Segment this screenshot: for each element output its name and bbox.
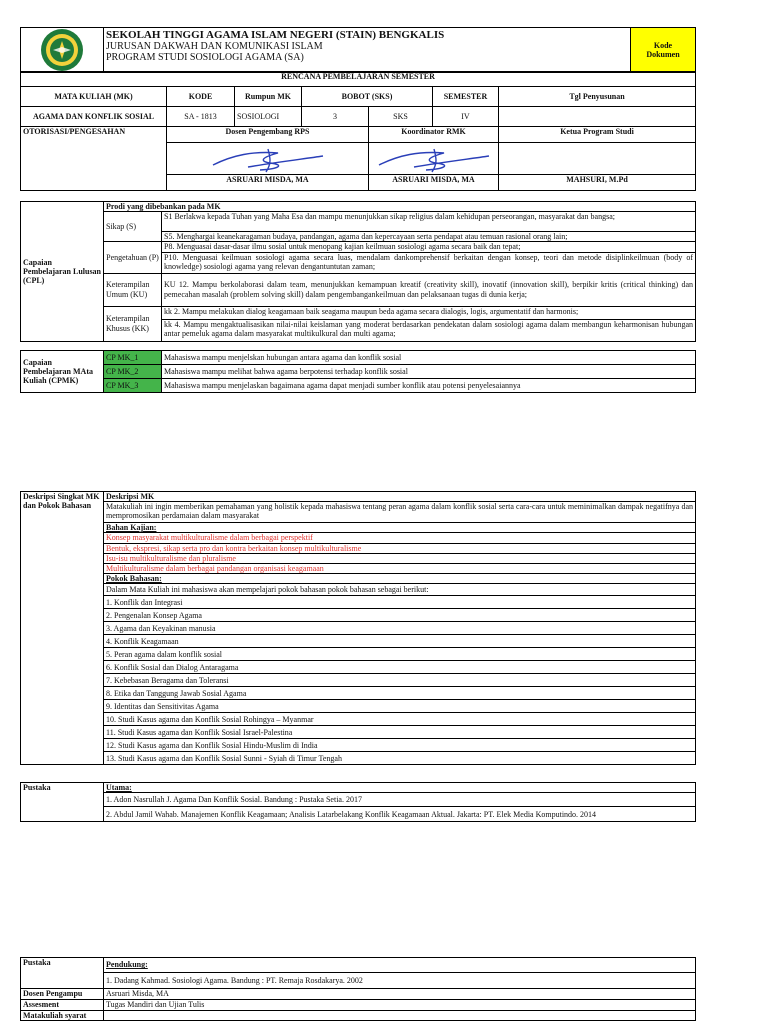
pokok-item: 12. Studi Kasus agama dan Konflik Sosial Hindu-Muslim di India <box>104 739 696 752</box>
kk-label: Keterampilan Khusus (KK) <box>104 306 162 341</box>
course-sks: SKS <box>369 107 433 127</box>
pokok-item: 7. Kebebasan Beragama dan Toleransi <box>104 674 696 687</box>
assesment-label: Assesment <box>21 1000 104 1011</box>
col-kode: KODE <box>167 87 235 107</box>
department-name: JURUSAN DAKWAH DAN KOMUNIKASI ISLAM <box>106 41 323 53</box>
ku-item: KU 12. Mampu berkolaborasi dalam team, menunjukkan kemampuan kreatif (creativity skill), inovatif (innovation skill), berpikir kritis (critical thinking) dan pemecahan masalah (problem solving skill) dalam pengembangankeilmuan dan pelaksanaan tugas di dunia kerja; <box>162 273 696 306</box>
koordinator-name: ASRUARI MISDA, MA <box>369 175 499 191</box>
pokok-item: 10. Studi Kasus agama dan Konflik Sosial Rohingya – Myanmar <box>104 713 696 726</box>
deskripsi-mk-heading: Deskripsi MK <box>104 492 696 502</box>
pustaka2-label: Pustaka <box>21 958 104 989</box>
program-name: PROGRAM STUDI SOSIOLOGI AGAMA (SA) <box>106 52 304 64</box>
bahan-heading: Bahan Kajian: <box>104 523 696 533</box>
prodi-label: Prodi yang dibebankan pada MK <box>104 202 696 212</box>
rps-identity <box>20 71 695 191</box>
cpmk-text: Mahasiswa mampu menjelaskan bagaimana agama dapat menjadi sumber konflik atau potensi penyelesaiannya <box>162 379 696 393</box>
institution-name: SEKOLAH TINGGI AGAMA ISLAM NEGERI (STAIN) BENGKALIS <box>106 29 445 41</box>
dosen-name: ASRUARI MISDA, MA <box>167 175 369 191</box>
pustaka-pendukung-item: 1. Dadang Kahmad. Sosiologi Agama. Bandung : PT. Remaja Rosdakarya. 2002 <box>104 973 696 989</box>
cpl-section <box>20 201 695 342</box>
dosen-signature-cell <box>167 143 369 175</box>
cpmk-code: CP MK_3 <box>104 379 162 393</box>
kaprodi-name: MAHSURI, M.Pd <box>499 175 696 191</box>
kaprodi-signature-cell <box>499 143 696 175</box>
stain-logo-icon <box>40 28 84 72</box>
bahan-item: Isu-isu multikulturalisme dan pluralisme <box>104 553 696 563</box>
cpl-label: Capaian Pembelajaran Lulusan (CPL) <box>21 202 104 342</box>
signature-icon <box>374 145 494 173</box>
kk-item: kk 2. Mampu melakukan dialog keagamaan baik seagama maupun beda agama secara dialogis, logis, argumentatif dan harmonis; <box>162 306 696 319</box>
dosen-pengembang-label: Dosen Pengembang RPS <box>167 127 369 143</box>
deskripsi-mk-text: Matakuliah ini ingin memberikan pemahaman yang holistik kepada mahasiswa tentang peran agama dalam konflik sosial serta cara-cara untuk meminimalkan dampak negatifnya dan mempromosikan perdamaian dalam masyarakat <box>104 502 696 523</box>
pokok-item: 5. Peran agama dalam konflik sosial <box>104 648 696 661</box>
document-header <box>20 27 695 73</box>
deskripsi-section <box>20 491 695 765</box>
course-semester: IV <box>433 107 499 127</box>
pengetahuan-label: Pengetahuan (P) <box>104 242 162 273</box>
assesment-value: Tugas Mandiri dan Ujian Tulis <box>104 1000 696 1011</box>
pengetahuan-item: P8. Menguasai dasar-dasar ilmu sosial untuk menopang kajian keilmuan sosiologi agama secara baik dan tepat; <box>162 242 696 252</box>
cpmk-text: Mahasiswa mampu menjelskan hubungan antara agama dan konflik sosial <box>162 351 696 365</box>
pustaka-utama-item: 1. Adon Nasrullah J. Agama Dan Konflik Sosial. Bandung : Pustaka Setia. 2017 <box>104 793 696 807</box>
prasyarat-label: Matakuliah syarat <box>21 1011 104 1021</box>
pokok-item: 3. Agama dan Keyakinan manusia <box>104 622 696 635</box>
rps-title: RENCANA PEMBELAJARAN SEMESTER <box>21 72 696 87</box>
pokok-item: 4. Konflik Keagamaan <box>104 635 696 648</box>
kk-item: kk 4. Mampu mengaktualisasikan nilai-nilai keislaman yang moderat berdasarkan pendekatan dalam sosiologi agama dalam membangun keharmonisan hubungan antar pemeluk agama dalam masyarakat multikulkural dan multi agama; <box>162 319 696 341</box>
course-rumpun: SOSIOLOGI <box>235 107 302 127</box>
col-semester: SEMESTER <box>433 87 499 107</box>
sikap-item: S5. Menghargai keanekaragaman budaya, pandangan, agama dan kepercayaan serta pendapat atau temuan rasional orang lain; <box>162 232 696 242</box>
deskripsi-label: Deskripsi Singkat MK dan Pokok Bahasan <box>21 492 104 765</box>
kaprodi-label: Ketua Program Studi <box>499 127 696 143</box>
course-code: SA - 1813 <box>167 107 235 127</box>
bahan-item: Konsep masyarakat multikulturalisme dalam berbagai perspektif <box>104 533 696 543</box>
pustaka-section <box>20 782 695 822</box>
prasyarat-value <box>104 1011 696 1021</box>
bahan-item: Multikulturalisme dalam berbagai pandangan organisasi keagamaan <box>104 563 696 573</box>
col-tgl-penyusunan: Tgl Penyusunan <box>499 87 696 107</box>
col-bobot: BOBOT (SKS) <box>302 87 433 107</box>
dokumen-label: Dokumen <box>646 50 680 59</box>
sikap-label: Sikap (S) <box>104 212 162 242</box>
pendukung-heading: Pendukung: <box>104 958 696 973</box>
kode-label: Kode <box>653 40 673 50</box>
col-mata-kuliah: MATA KULIAH (MK) <box>21 87 167 107</box>
cpmk-section <box>20 350 695 393</box>
pokok-item: 9. Identitas dan Sensitivitas Agama <box>104 700 696 713</box>
institution-block <box>104 28 631 73</box>
kode-dokumen-cell <box>631 28 696 73</box>
pustaka-utama-item: 2. Abdul Jamil Wahab. Manajemen Konflik Keagamaan; Analisis Latarbelakang Konflik Keagamaan Aktual. Jakarta: PT. Elek Media Komputindo. 2014 <box>104 807 696 822</box>
ku-label: Keterampilan Umum (KU) <box>104 273 162 306</box>
pokok-item: 8. Etika dan Tanggung Jawab Sosial Agama <box>104 687 696 700</box>
pustaka-pendukung-section <box>20 957 695 1021</box>
dosen-pengampu-label: Dosen Pengampu <box>21 989 104 1000</box>
cpmk-text: Mahasiswa mampu melihat bahwa agama berpotensi terhadap konflik sosial <box>162 365 696 379</box>
col-rumpun: Rumpun MK <box>235 87 302 107</box>
course-bobot: 3 <box>302 107 369 127</box>
pokok-item: 1. Konflik dan Integrasi <box>104 596 696 609</box>
otorisasi-label: OTORISASI/PENGESAHAN <box>21 127 167 191</box>
logo-cell <box>21 28 104 73</box>
koordinator-label: Koordinator RMK <box>369 127 499 143</box>
cpmk-code: CP MK_2 <box>104 365 162 379</box>
pokok-item: 2. Pengenalan Konsep Agama <box>104 609 696 622</box>
cpmk-label: Capaian Pembelajaran MAta Kuliah (CPMK) <box>21 351 104 393</box>
sikap-item: S1 Berlakwa kepada Tuhan yang Maha Esa dan mampu menunjukkan sikap religius dalam kehidupan perseorangan, masyarakat dan bangsa; <box>162 212 696 232</box>
pokok-item: 6. Konflik Sosial dan Dialog Antaragama <box>104 661 696 674</box>
pokok-item: 13. Studi Kasus agama dan Konflik Sosial Sunni - Syiah di Timur Tengah <box>104 752 696 765</box>
course-name: AGAMA DAN KONFLIK SOSIAL <box>21 107 167 127</box>
signature-icon <box>208 145 328 173</box>
pokok-item: 11. Studi Kasus agama dan Konflik Sosial Israel-Palestina <box>104 726 696 739</box>
pokok-heading: Pokok Bahasan: <box>104 574 696 584</box>
pengetahuan-item: P10. Menguasai keilmuan sosiologi agama secara luas, mendalam dankomprehensif berkaitan dengan konsep, teori dan metode disiplinkeilmuan (body of knowledge) sosiologi agama yang relevan dengantuntutan zaman; <box>162 252 696 273</box>
course-tgl <box>499 107 696 127</box>
koordinator-signature-cell <box>369 143 499 175</box>
dosen-pengampu-value: Asruari Misda, MA <box>104 989 696 1000</box>
bahan-item: Bentuk, ekspresi, sikap serta pro dan kontra berkaitan konsep multikulturalisme <box>104 543 696 553</box>
pokok-intro: Dalam Mata Kuliah ini mahasiswa akan mempelajari pokok bahasan pokok bahasan sebagai berikut: <box>104 584 696 596</box>
pustaka-label: Pustaka <box>21 783 104 822</box>
cpmk-code: CP MK_1 <box>104 351 162 365</box>
utama-heading: Utama: <box>104 783 696 793</box>
